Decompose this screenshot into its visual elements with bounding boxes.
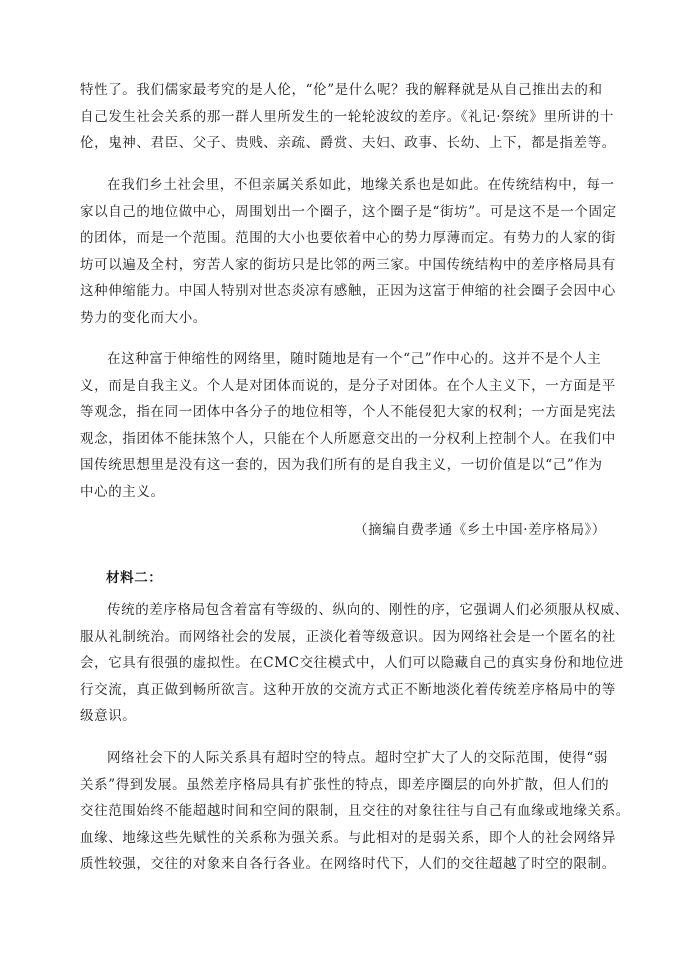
text-line: 会，它具有很强的虚拟性。在CMC交往模式中，人们可以隐藏自己的真实身份和地位进	[80, 655, 624, 671]
paragraph-weak-ties	[80, 745, 630, 878]
text-line: 传统的差序格局包含着富有等级的、纵向的、刚性的序，它强调人们必须服从权威、	[107, 602, 629, 618]
text-line: 伦，鬼神、君臣、父子、贵贱、亲疏、爵赏、夫妇、政事、长幼、上下，都是指差等。	[80, 135, 616, 151]
text-line: 家以自己的地位做中心，周围划出一个圈子，这个圈子是“街坊”。可是这不是一个固定	[80, 203, 617, 220]
text-line: 中心的主义。	[80, 483, 165, 500]
text-line: 国传统思想里是没有这一套的，因为我们所有的是自我主义，一切价值是以“己”作为	[80, 457, 603, 473]
paragraph-egoism	[80, 346, 616, 505]
text-line: 自己发生社会关系的那一群人里所发生的一轮轮波纹的差序。《礼记·祭统》里所讲的十	[80, 108, 614, 125]
text-line: 义，而是自我主义。个人是对团体而说的，是分子对团体。在个人主义下，一方面是平	[80, 377, 616, 394]
text-line: 关系”得到发展。虽然差序格局具有扩张性的特点，即差序圈层的向外扩散，但人们的	[80, 776, 610, 793]
text-line: 交往范围始终不能超越时间和空间的限制，且交往的对象往往与自己有血缘或地缘关系。	[80, 803, 630, 819]
source-citation: （摘编自费孝通《乡土中国·差序格局》）	[354, 522, 606, 538]
paragraph-continuation	[80, 77, 616, 157]
text-line: 这种伸缩能力。中国人特别对世态炎凉有感触，正因为这富于伸缩的社会圈子会因中心	[80, 283, 616, 299]
text-line: 服从礼制统治。而网络社会的发展，正淡化着等级意识。因为网络社会是一个匿名的社	[80, 628, 616, 645]
text-line: 特性了。我们儒家最考究的是人伦，“伦”是什么呢？我的解释就是从自己推出去的和	[80, 82, 603, 98]
text-line: 观念，指团体不能抹煞个人，只能在个人所愿意交出的一分权利上控制个人。在我们中	[80, 430, 616, 447]
paragraph-network-hierarchy	[80, 597, 629, 730]
text-line: 网络社会下的人际关系具有超时空的特点。超时空扩大了人的交际范围，使得“弱	[107, 750, 609, 766]
text-line: 质性较强，交往的对象来自各行各业。在网络时代下，人们的交往超越了时空的限制。	[80, 856, 616, 872]
text-line: 血缘、地缘这些先赋性的关系称为强关系。与此相对的是弱关系，即个人的社会网络异	[80, 829, 616, 846]
text-line: 势力的变化而大小。	[80, 309, 207, 326]
text-line: 坊可以遍及全村，穷苦人家的街坊只是比邻的两三家。中国传统结构中的差序格局具有	[80, 256, 616, 273]
text-line: 在这种富于伸缩性的网络里，随时随地是有一个“己”作中心的。这并不是个人主	[107, 351, 602, 367]
paragraph-local-society	[80, 172, 617, 331]
text-line: 在我们乡土社会里，不但亲属关系如此，地缘关系也是如此。在传统结构中，每一	[107, 177, 615, 193]
text-line: 行交流，真正做到畅所欲言。这种开放的交流方式正不断地淡化着传统差序格局中的等	[80, 681, 616, 698]
text-line: 级意识。	[80, 708, 137, 724]
text-line: 等观念，指在同一团体中各分子的地位相等，个人不能侵犯大家的权利；一方面是宪法	[80, 404, 616, 420]
text-line: 的团体，而是一个范围。范围的大小也要依着中心的势力厚薄而定。有势力的人家的街	[80, 230, 616, 246]
material-heading: 材料二：	[106, 570, 163, 586]
